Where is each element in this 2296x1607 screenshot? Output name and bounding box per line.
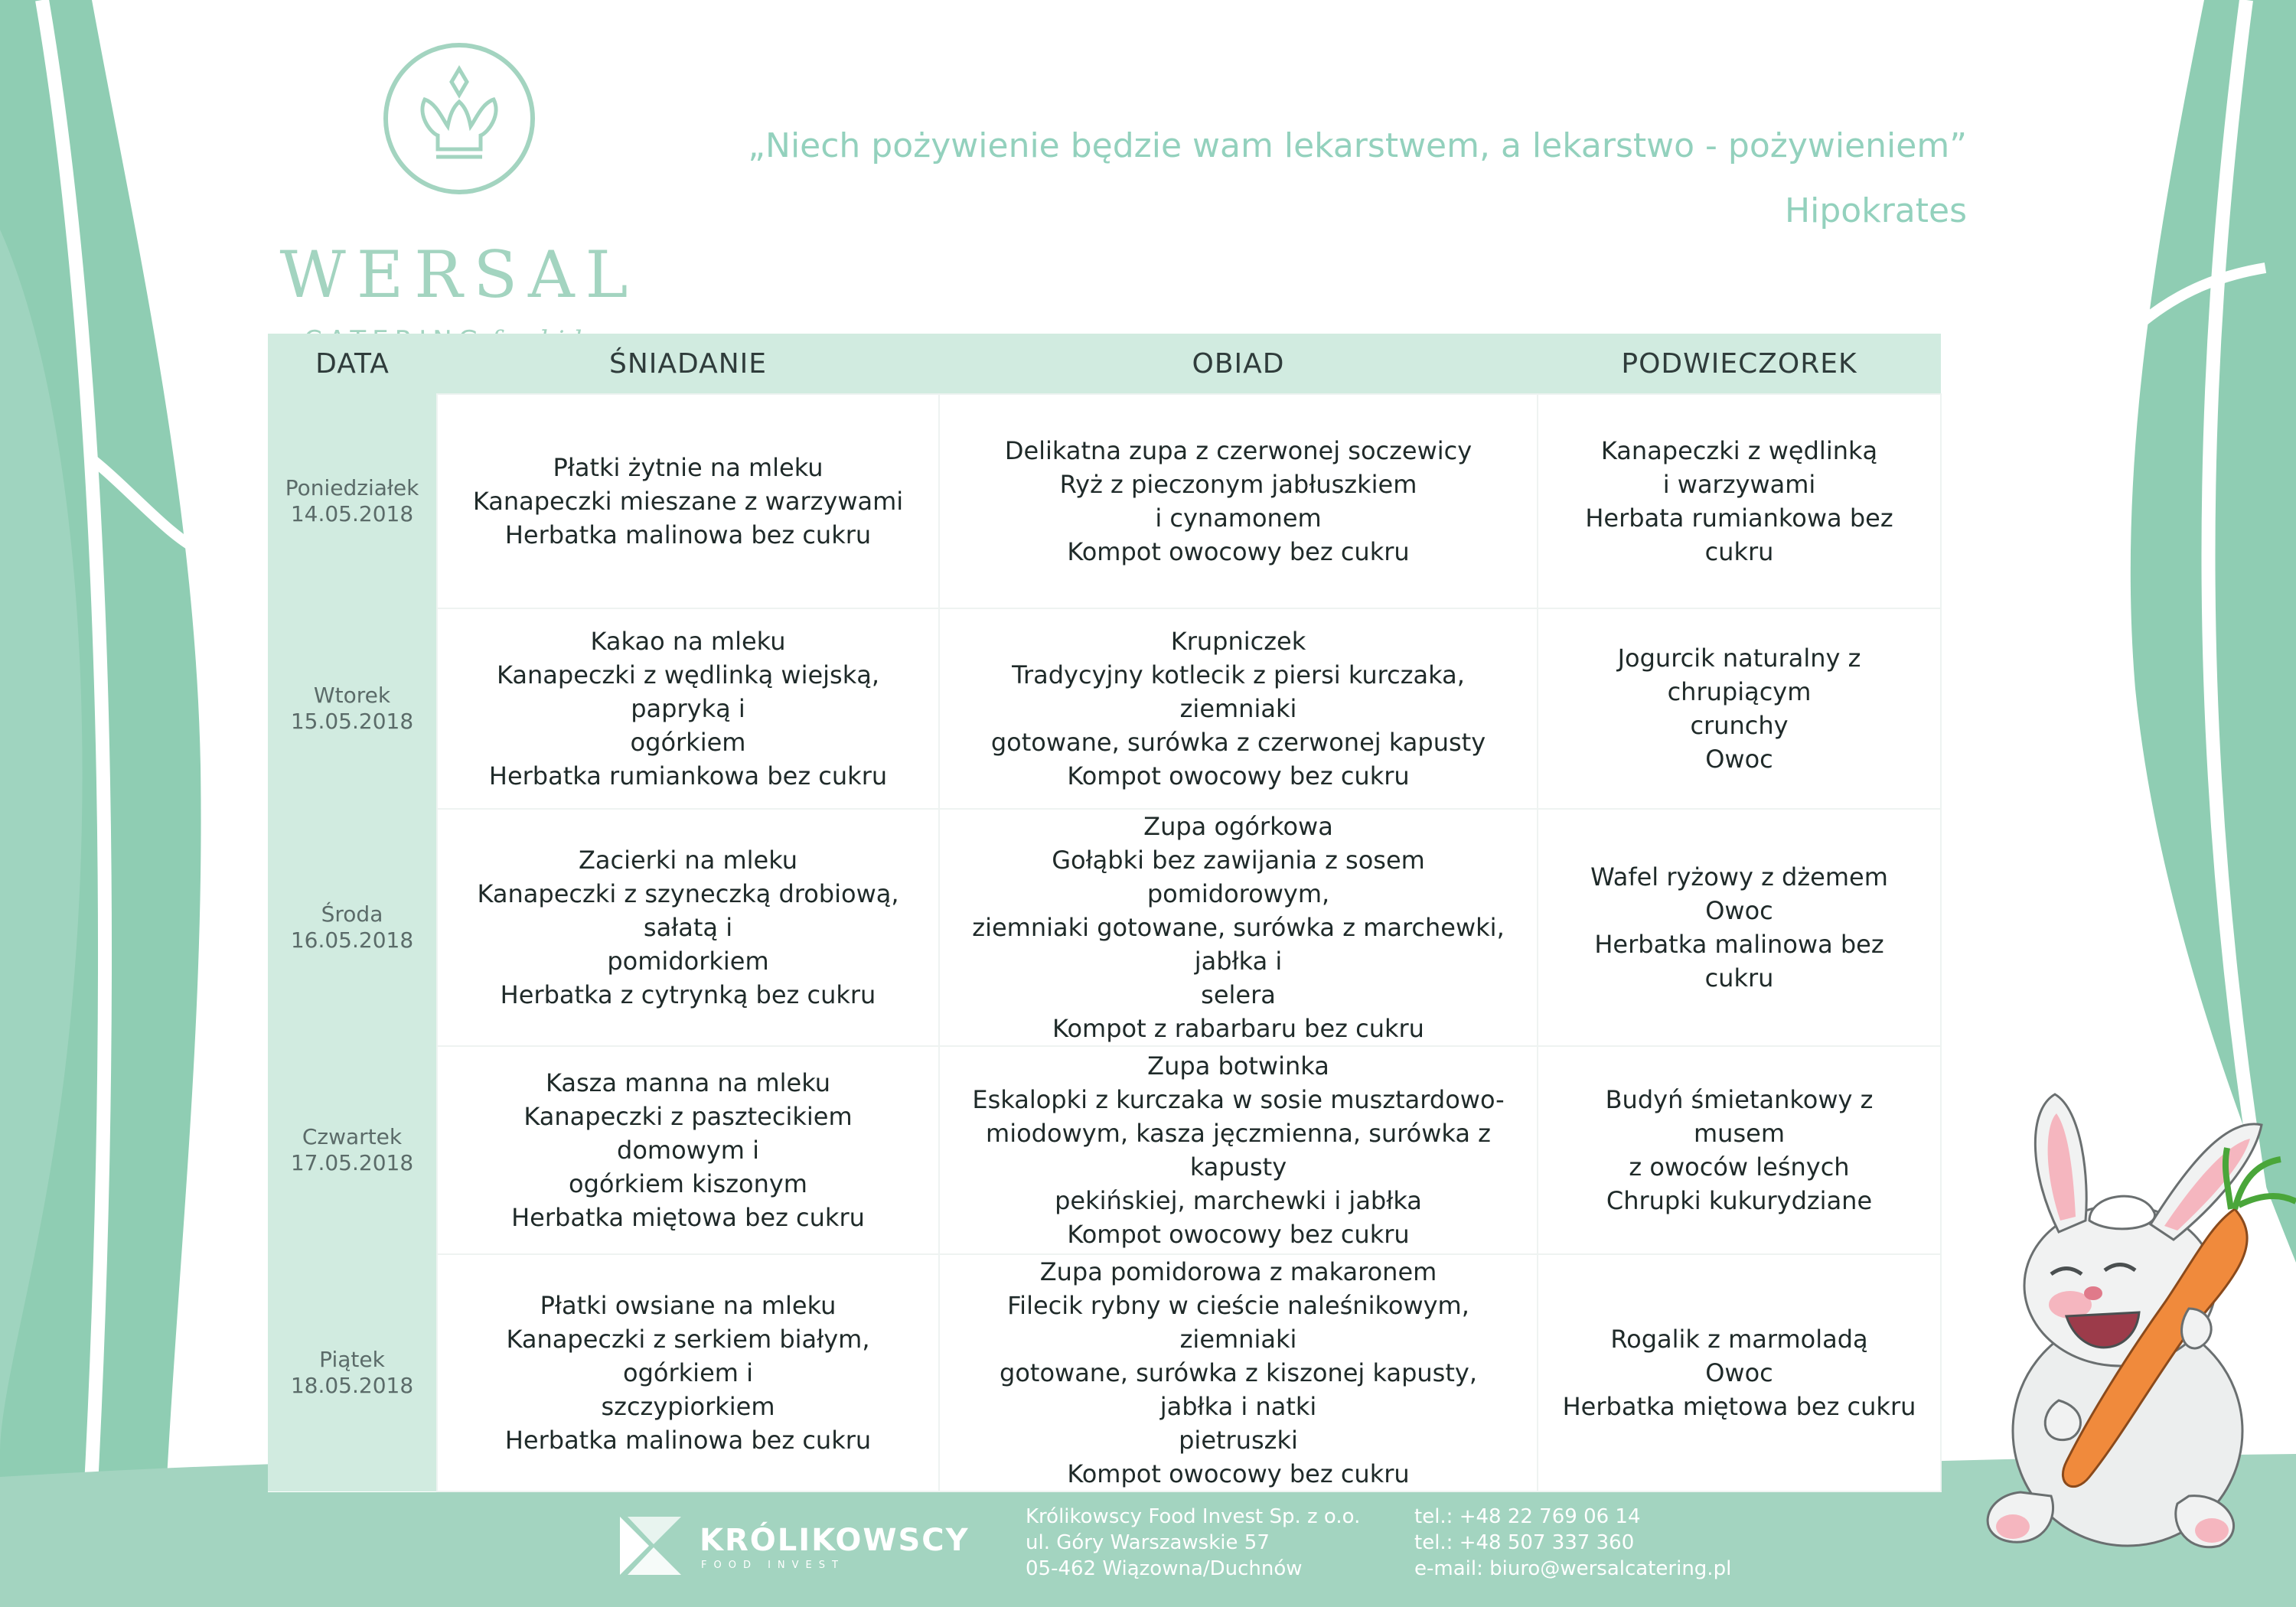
menu-item: selera	[1201, 980, 1276, 1009]
menu-item: Filecik rybny w cieście naleśnikowym, ziemniaki	[1007, 1291, 1469, 1354]
footer-contact	[1414, 1504, 1731, 1582]
menu-item: Zupa ogórkowa	[1143, 812, 1333, 841]
table-row	[268, 1046, 1941, 1254]
day-cell	[268, 608, 437, 809]
menu-item: Kanapeczki z pasztecikiem domowym i	[523, 1102, 853, 1165]
menu-item: Zupa pomidorowa z makaronem	[1039, 1257, 1437, 1286]
menu-item: Chrupki kukurydziane	[1606, 1186, 1873, 1215]
table-header-row	[268, 334, 1941, 394]
menu-item: szczypiorkiem	[601, 1392, 775, 1421]
table-row	[268, 1254, 1941, 1491]
menu-item: gotowane, surówka z czerwonej kapusty	[990, 728, 1486, 757]
menu-item: Herbatka rumiankowa bez cukru	[488, 761, 888, 790]
day-date: 17.05.2018	[290, 1150, 414, 1175]
address-line: ul. Góry Warszawskie 57	[1026, 1531, 1270, 1554]
contact-phone-1: tel.: +48 22 769 06 14	[1414, 1505, 1641, 1528]
menu-item: i cynamonem	[1155, 504, 1322, 533]
menu-item: Jogurcik naturalny z chrupiącym	[1617, 644, 1861, 706]
lunch-cell	[939, 394, 1538, 608]
day-cell	[268, 394, 437, 608]
lunch-cell	[939, 1254, 1538, 1491]
menu-item: Kompot owocowy bez cukru	[1067, 1459, 1410, 1488]
menu-item: Herbatka z cytrynką bez cukru	[500, 980, 876, 1009]
menu-item: Ryż z pieczonym jabłuszkiem	[1059, 470, 1417, 499]
breakfast-cell	[437, 608, 939, 809]
snack-cell	[1538, 809, 1941, 1046]
menu-item: pekińskiej, marchewki i jabłka	[1055, 1186, 1422, 1215]
menu-item: Budyń śmietankowy z musem	[1605, 1085, 1874, 1148]
menu-item: miodowym, kasza jęczmienna, surówka z kapusty	[986, 1119, 1491, 1182]
breakfast-cell	[437, 1046, 939, 1254]
brand-name: WERSAL	[279, 237, 639, 312]
day-date: 16.05.2018	[290, 927, 414, 953]
menu-item: pomidorkiem	[607, 947, 769, 976]
lunch-cell	[939, 809, 1538, 1046]
menu-item: Kompot owocowy bez cukru	[1067, 761, 1410, 790]
menu-item: Kompot z rabarbaru bez cukru	[1052, 1014, 1424, 1043]
lunch-cell	[939, 1046, 1538, 1254]
breakfast-cell	[437, 809, 939, 1046]
menu-item: Kanapeczki z wędlinką wiejską, papryką i	[496, 660, 880, 723]
menu-item: Delikatna zupa z czerwonej soczewicy	[1004, 436, 1473, 465]
header-data: DATA	[268, 334, 437, 394]
menu-item: Kanapeczki mieszane z warzywami	[472, 487, 904, 516]
menu-item: Owoc	[1705, 745, 1773, 774]
breakfast-cell	[437, 1254, 939, 1491]
menu-item: ogórkiem	[630, 728, 746, 757]
menu-item: Herbatka malinowa bez cukru	[504, 1426, 872, 1455]
day-cell	[268, 1254, 437, 1491]
header-breakfast: ŚNIADANIE	[437, 334, 939, 394]
day-cell	[268, 809, 437, 1046]
day-date: 18.05.2018	[290, 1373, 414, 1398]
day-date: 14.05.2018	[290, 501, 414, 526]
menu-body	[268, 394, 1941, 1491]
snack-cell	[1538, 1254, 1941, 1491]
menu-item: ogórkiem kiszonym	[569, 1169, 807, 1198]
quote-text: „Niech pożywienie będzie wam lekarstwem, a lekarstwo - pożywieniem”	[748, 126, 1967, 165]
menu-item: Kasza manna na mleku	[545, 1068, 831, 1097]
bunny-illustration	[1959, 1079, 2296, 1553]
header-lunch: OBIAD	[939, 334, 1538, 394]
menu-item: Płatki żytnie na mleku	[553, 453, 823, 482]
footer-tagline: FOOD INVEST	[701, 1560, 845, 1571]
table-row	[268, 608, 1941, 809]
menu-item: Zupa botwinka	[1147, 1051, 1329, 1081]
menu-item: ziemniaki gotowane, surówka z marchewki, jabłka i	[972, 913, 1505, 976]
menu-item: Gołąbki bez zawijania z sosem pomidorowym,	[1052, 846, 1425, 908]
menu-item: Herbatka malinowa bez cukru	[504, 520, 872, 549]
menu-item: z owoców leśnych	[1629, 1152, 1850, 1182]
footer-brand: KRÓLIKOWSCY	[700, 1523, 970, 1558]
menu-item: Kakao na mleku	[590, 627, 786, 656]
menu-item: Owoc	[1705, 1358, 1773, 1387]
wersal-logo	[279, 42, 639, 325]
menu-item: Kompot owocowy bez cukru	[1067, 1220, 1410, 1249]
menu-item: Herbatka miętowa bez cukru	[511, 1203, 865, 1232]
menu-item: Kanapeczki z wędlinką	[1600, 436, 1878, 465]
menu-item: Herbata rumiankowa bez cukru	[1585, 504, 1893, 566]
snack-cell	[1538, 394, 1941, 608]
address-line: Królikowscy Food Invest Sp. z o.o.	[1026, 1505, 1361, 1528]
menu-item: Tradycyjny kotlecik z piersi kurczaka, ziemniaki	[1012, 660, 1465, 723]
contact-phone-2: tel.: +48 507 337 360	[1414, 1531, 1635, 1554]
contact-email: e-mail: biuro@wersalcatering.pl	[1414, 1557, 1732, 1580]
lunch-cell	[939, 608, 1538, 809]
day-name: Wtorek	[313, 683, 391, 708]
day-name: Czwartek	[302, 1124, 403, 1149]
menu-item: Kompot owocowy bez cukru	[1067, 537, 1410, 566]
breakfast-cell	[437, 394, 939, 608]
menu-item: Herbatka malinowa bez cukru	[1594, 930, 1884, 993]
header-snack: PODWIECZOREK	[1538, 334, 1941, 394]
day-name: Piątek	[319, 1347, 385, 1372]
menu-item: Płatki owsiane na mleku	[540, 1291, 837, 1320]
crown-icon	[383, 42, 536, 195]
menu-item: Kanapeczki z szyneczką drobiową, sałatą i	[477, 879, 899, 942]
menu-item: Herbatka miętowa bez cukru	[1562, 1392, 1916, 1421]
day-date: 15.05.2018	[290, 709, 414, 734]
table-row	[268, 809, 1941, 1046]
menu-item: Owoc	[1705, 896, 1773, 925]
menu-table	[268, 334, 1942, 1492]
day-name: Poniedziałek	[285, 475, 419, 500]
snack-cell	[1538, 1046, 1941, 1254]
menu-item: pietruszki	[1179, 1426, 1298, 1455]
menu-item: crunchy	[1690, 711, 1789, 740]
day-cell	[268, 1046, 437, 1254]
menu-item: gotowane, surówka z kiszonej kapusty, jabłka i natki	[1000, 1358, 1477, 1421]
menu-item: Zacierki na mleku	[578, 846, 798, 875]
menu-item: Krupniczek	[1170, 627, 1306, 656]
krolikowscy-mark-icon	[620, 1517, 681, 1575]
menu-item: i warzywami	[1662, 470, 1816, 499]
quote-author: Hipokrates	[1785, 191, 1967, 230]
menu-item: Wafel ryżowy z dżemem	[1590, 862, 1888, 892]
snack-cell	[1538, 608, 1941, 809]
menu-item: Kanapeczki z serkiem białym, ogórkiem i	[506, 1325, 870, 1387]
table-row	[268, 394, 1941, 608]
day-name: Środa	[321, 901, 383, 927]
menu-item: Rogalik z marmoladą	[1610, 1325, 1868, 1354]
address-line: 05-462 Wiązowna/Duchnów	[1026, 1557, 1303, 1580]
menu-item: Eskalopki z kurczaka w sosie musztardowo-	[972, 1085, 1505, 1114]
footer-address	[1026, 1504, 1360, 1582]
